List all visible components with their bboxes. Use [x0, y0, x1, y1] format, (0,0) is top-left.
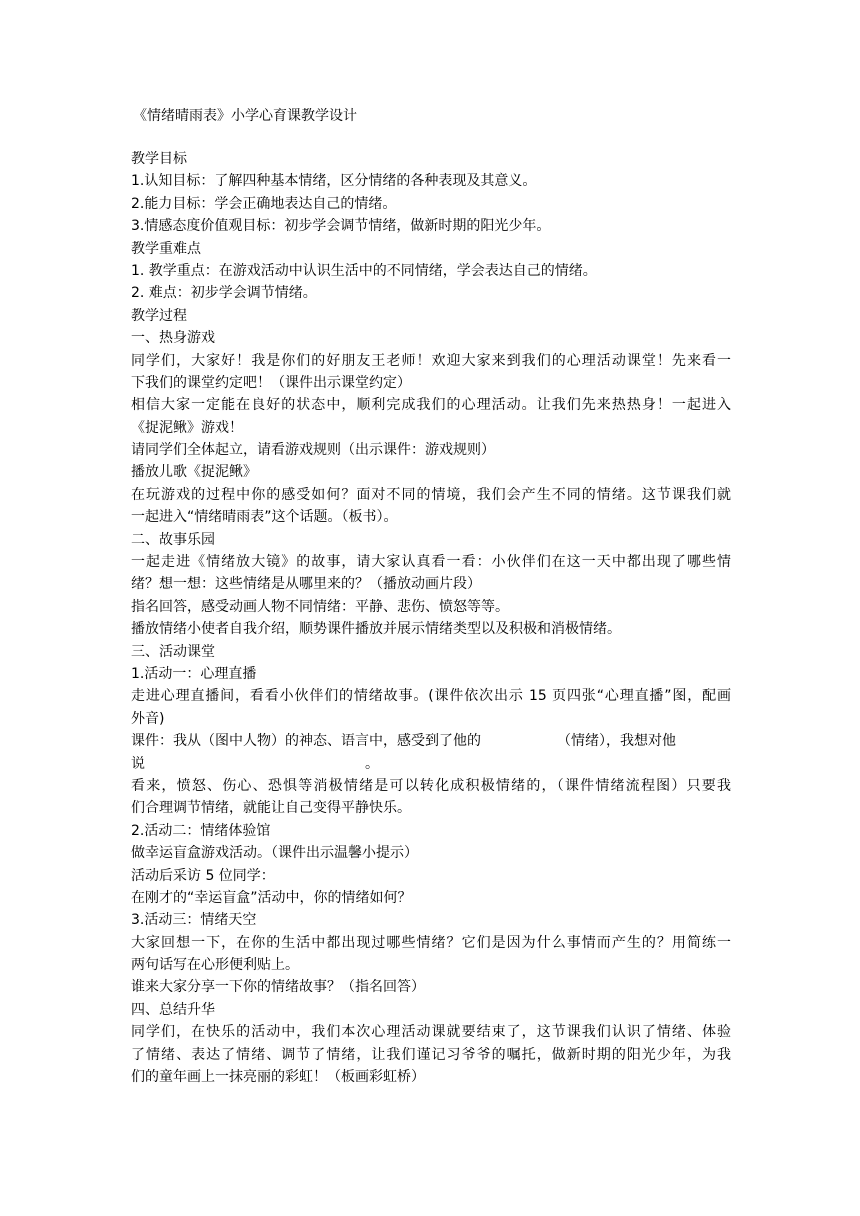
paragraph: 3.情感态度价值观目标：初步学会调节情绪，做新时期的阳光少年。 [131, 218, 551, 235]
paragraph: 相信大家一定能在良好的状态中，顺利完成我们的心理活动。让我们先来热热身！一起进入 [131, 397, 731, 414]
paragraph: 们合理调节情绪，就能让自己变得平静快乐。 [131, 800, 411, 817]
fill-in-line [131, 753, 731, 775]
paragraph: （情绪），我想对他 [557, 733, 676, 750]
paragraph: 请同学们全体起立，请看游戏规则（出示课件：游戏规则） [131, 442, 495, 459]
paragraph: 在玩游戏的过程中你的感受如何？面对不同的情境，我们会产生不同的情绪。这节课我们就 [131, 486, 731, 503]
paragraph: 大家回想一下，在你的生活中都出现过哪些情绪？它们是因为什么事情而产生的？用简练一 [131, 934, 731, 951]
paragraph: 外音) [131, 710, 165, 727]
paragraph: 播放情绪小使者自我介绍，顺势课件播放并展示情绪类型以及积极和消极情绪。 [131, 621, 621, 638]
section-heading: 三、活动课堂 [131, 643, 215, 660]
activity-heading: 3.活动三：情绪天空 [131, 912, 257, 929]
paragraph: 2. 难点：初步学会调节情绪。 [131, 285, 317, 302]
paragraph: 。 [365, 755, 379, 772]
paragraph: 们的童年画上一抹亮丽的彩虹！（板画彩虹桥） [131, 1069, 425, 1086]
activity-heading: 2.活动二：情绪体验馆 [131, 822, 271, 839]
heading-key-points: 教学重难点 [131, 240, 201, 257]
paragraph: 做幸运盲盒游戏活动。（课件出示温馨小提示） [131, 845, 418, 862]
paragraph: 同学们，在快乐的活动中，我们本次心理活动课就要结束了，这节课我们认识了情绪、体验 [131, 1024, 731, 1041]
paragraph: 1.认知目标：了解四种基本情绪，区分情绪的各种表现及其意义。 [131, 173, 537, 190]
paragraph: 播放儿歌《捉泥鳅》 [131, 464, 257, 481]
paragraph: 两句话写在心形便利贴上。 [131, 957, 299, 974]
heading-teaching-objectives: 教学目标 [131, 151, 187, 167]
paragraph: 绪？想一想：这些情绪是从哪里来的？（播放动画片段） [131, 576, 481, 593]
paragraph: 《捉泥鳅》游戏！ [131, 419, 243, 436]
paragraph: 1. 教学重点：在游戏活动中认识生活中的不同情绪，学会表达自己的情绪。 [131, 262, 597, 279]
paragraph: 谁来大家分享一下你的情绪故事？（指名回答） [131, 979, 425, 996]
paragraph: 2.能力目标：学会正确地表达自己的情绪。 [131, 195, 397, 212]
fill-in-line [131, 730, 731, 752]
paragraph: 一起进入“情绪晴雨表”这个话题。（板书）。 [131, 509, 398, 526]
paragraph: 看来，愤怒、伤心、恐惧等消极情绪是可以转化成积极情绪的，（课件情绪流程图）只要我 [131, 777, 731, 794]
paragraph: 课件：我从（图中人物）的神态、语言中，感受到了他的 [131, 733, 481, 750]
section-heading: 二、故事乐园 [131, 531, 215, 548]
paragraph: 指名回答，感受动画人物不同情绪：平静、悲伤、愤怒等等。 [131, 598, 509, 615]
paragraph: 在刚才的“幸运盲盒”活动中，你的情绪如何？ [131, 889, 412, 906]
heading-teaching-process: 教学过程 [131, 307, 187, 324]
paragraph: 活动后采访 5 位同学： [131, 867, 275, 884]
paragraph: 同学们，大家好！我是你们的好朋友王老师！欢迎大家来到我们的心理活动课堂！先来看一 [131, 352, 731, 369]
document-body [131, 148, 731, 1088]
section-heading: 一、热身游戏 [131, 330, 215, 347]
paragraph: 一起走进《情绪放大镜》的故事，请大家认真看一看：小伙伴们在这一天中都出现了哪些情 [131, 554, 731, 571]
paragraph: 下我们的课堂约定吧！（课件出示课堂约定） [131, 374, 411, 391]
section-heading: 四、总结升华 [131, 1001, 215, 1018]
paragraph: 了情绪、表达了情绪、调节了情绪，让我们谨记习爷爷的嘱托，做新时期的阳光少年，为我 [131, 1046, 731, 1063]
document-title: 《情绪晴雨表》小学心育课教学设计 [133, 108, 357, 124]
paragraph: 说 [131, 755, 145, 772]
activity-heading: 1.活动一：心理直播 [131, 665, 257, 682]
paragraph: 走进心理直播间，看看小伙伴们的情绪故事。(课件依次出示 15 页四张“心理直播”图，配画 [131, 688, 731, 705]
